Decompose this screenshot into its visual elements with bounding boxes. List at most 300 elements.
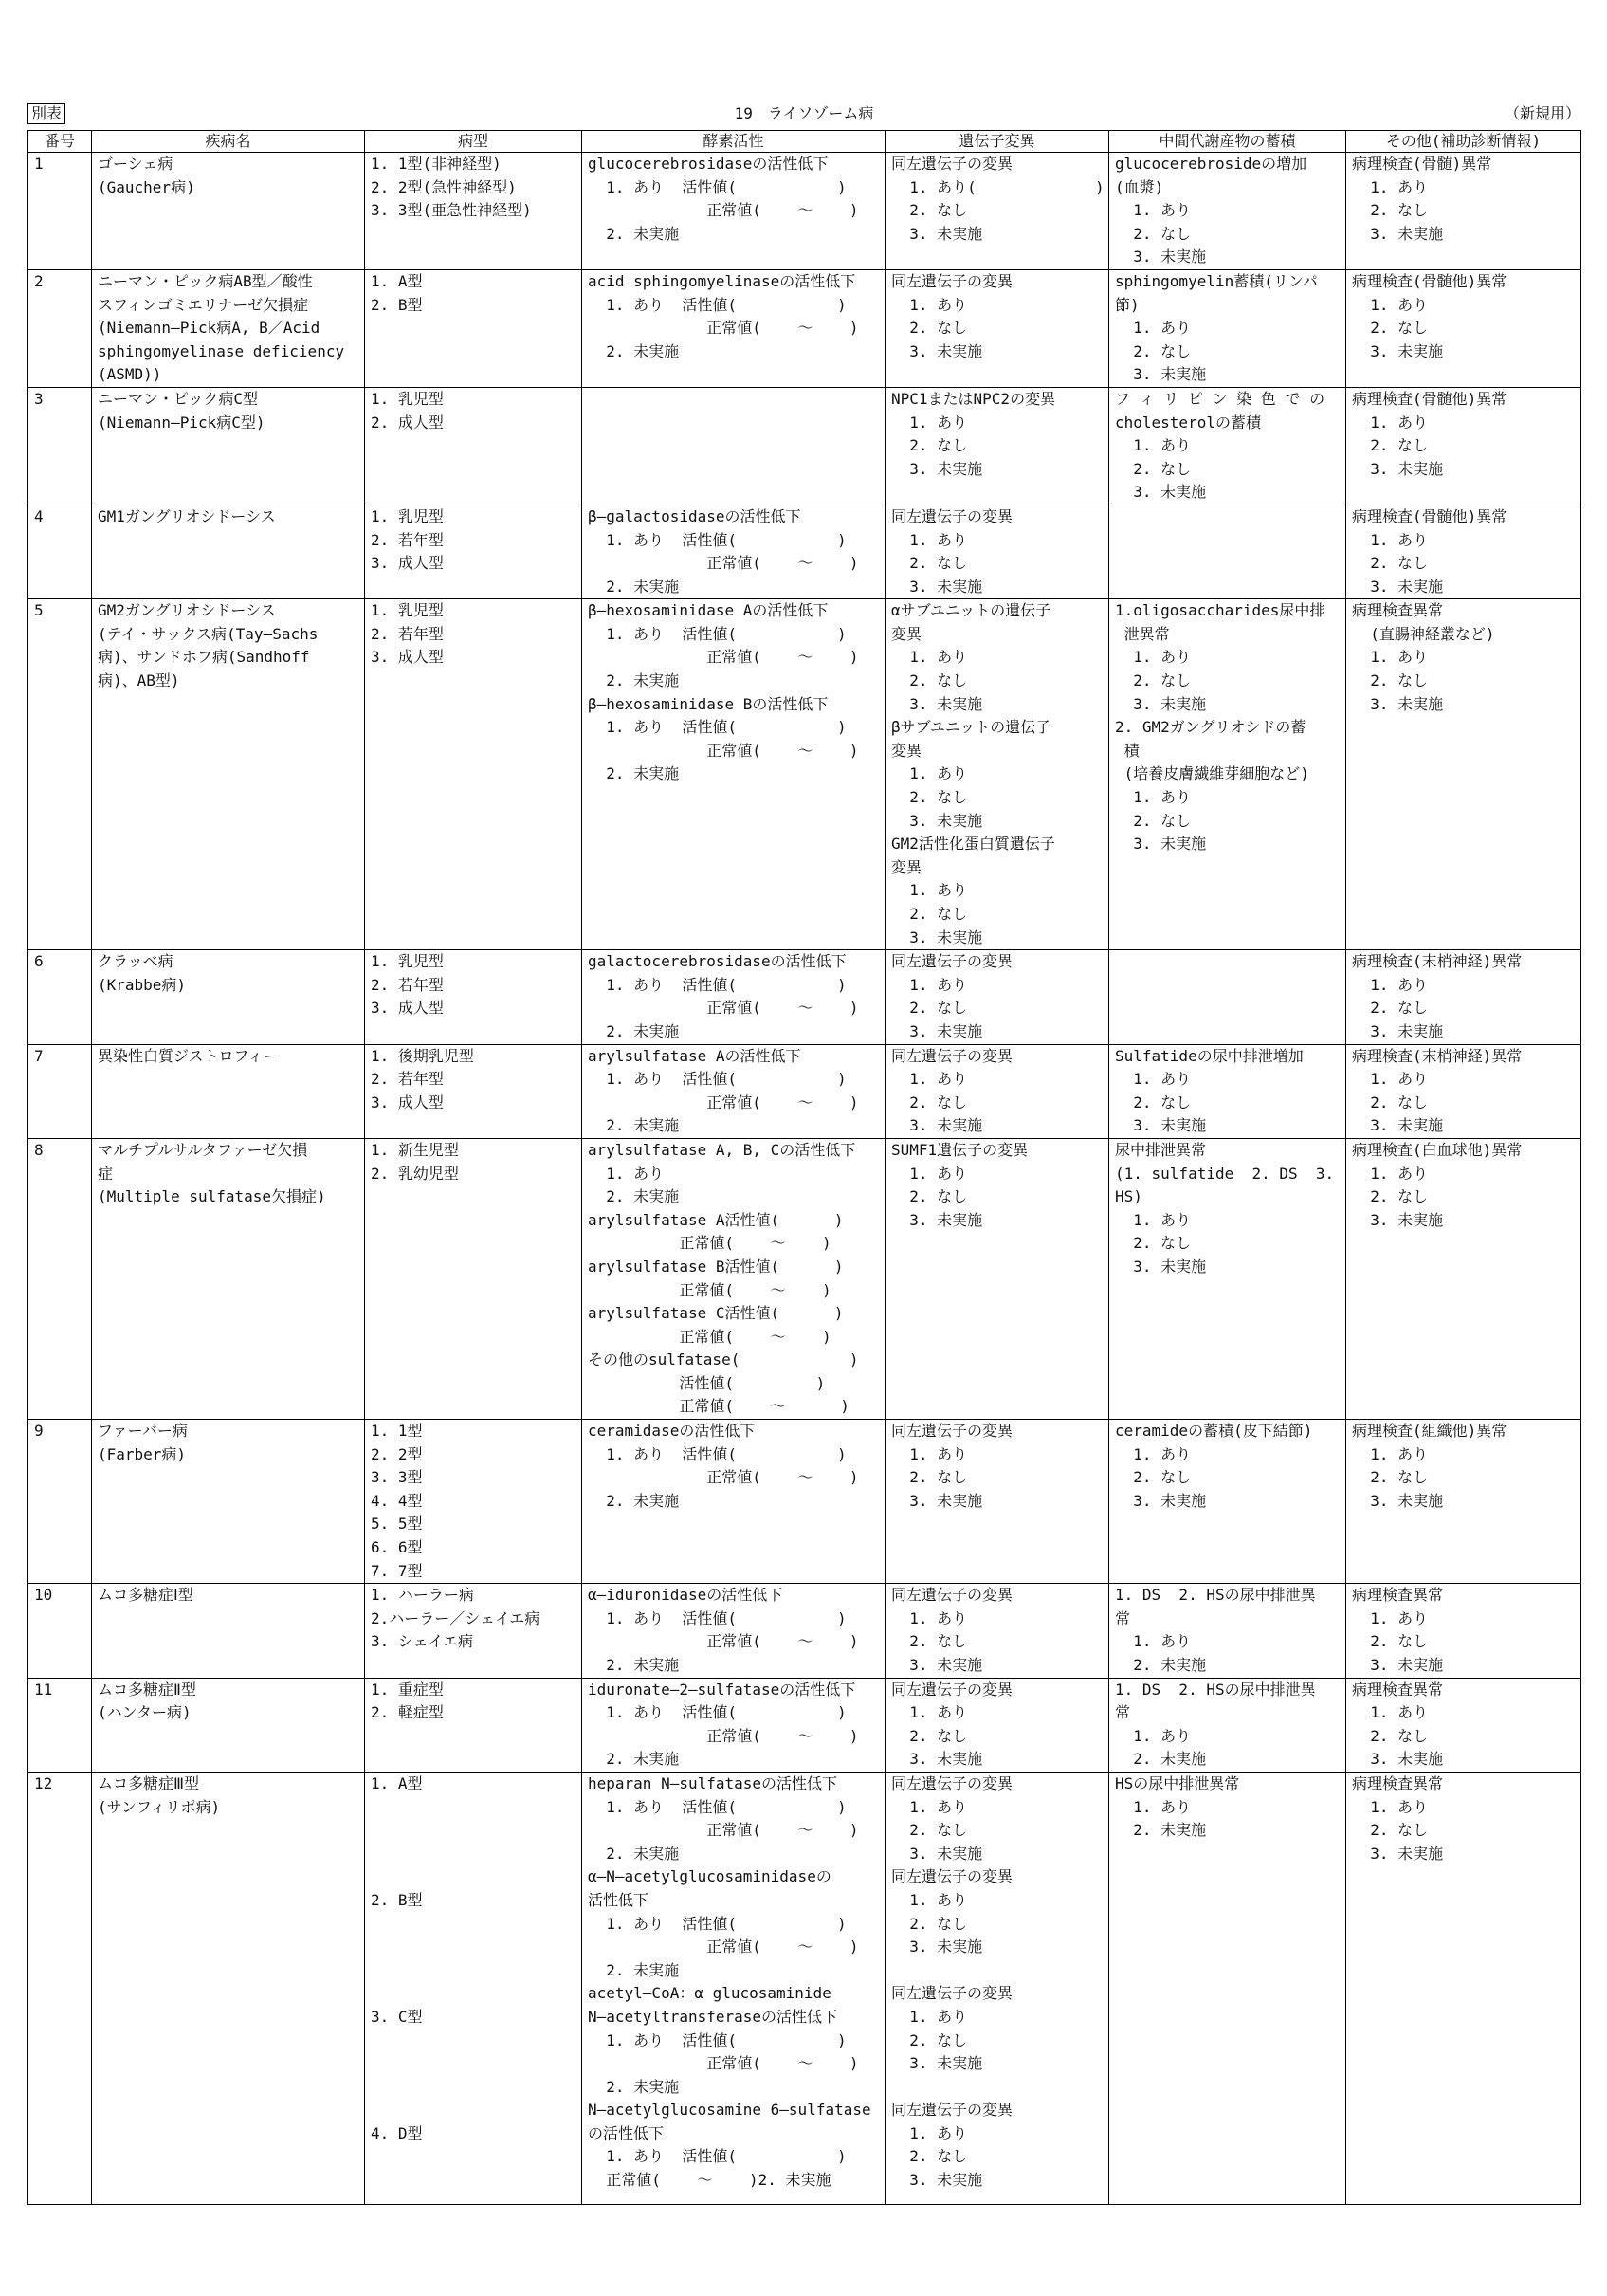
- cell-enzyme-activity: [582, 950, 886, 1044]
- cell-enzyme-activity: [582, 387, 886, 505]
- cell-line: SUMF1遺伝子の変異: [891, 1140, 1029, 1159]
- cell-line: 3. 未実施: [1352, 577, 1444, 596]
- cell-other-info: [1346, 950, 1581, 1044]
- cell-line: 正常値( ～ ): [588, 2054, 859, 2073]
- cell-line: 2. 未実施: [588, 1021, 680, 1040]
- cell-line: α―iduronidaseの活性低下: [588, 1586, 783, 1605]
- cell-line: 正常値( ～ )2. 未実施: [588, 2171, 831, 2190]
- cell-line: 3. 未実施: [1115, 1491, 1207, 1510]
- cell-line: 3. 未実施: [1352, 224, 1444, 243]
- cell-line: 1. あり 活性値( ): [588, 177, 847, 196]
- cell-subtype: [365, 1772, 582, 2204]
- cell-line: 2. なし: [891, 788, 968, 807]
- cell-line: 正常値( ～ ): [588, 648, 859, 667]
- cell-line: 2. なし: [891, 1632, 968, 1651]
- cell-line: 2. なし: [891, 1093, 968, 1111]
- cell-line: 3. シェイエ病: [371, 1632, 473, 1651]
- cell-line: 1. あり 活性値( ): [588, 1703, 847, 1722]
- cell-line: 1. あり: [891, 975, 968, 994]
- cell-line: 3. 未実施: [1352, 1021, 1444, 1040]
- table-row: [28, 269, 1581, 387]
- cell-line: 1. あり: [891, 1703, 968, 1722]
- cell-number: 7: [28, 1044, 92, 1138]
- cell-line: 1. あり: [891, 530, 968, 549]
- cell-line: 2. 未実施: [588, 1960, 680, 1979]
- cell-line: [371, 1982, 577, 2006]
- cell-line: マルチプルサルタファーゼ欠損: [98, 1140, 308, 1159]
- cell-line: 病理検査(末梢神経)異常: [1352, 1046, 1523, 1065]
- table-row: [28, 387, 1581, 505]
- cell-line: 3. 未実施: [1352, 1210, 1444, 1229]
- cell-line: 2. なし: [1352, 1726, 1429, 1745]
- cell-metabolite-accumulation: [1109, 950, 1346, 1044]
- cell-line: 3. 未実施: [1115, 248, 1207, 266]
- cell-line: iduronate―2―sulfataseの活性低下: [588, 1680, 856, 1699]
- cell-line: 1. あり: [1115, 436, 1192, 455]
- cell-line: 変異: [891, 857, 922, 876]
- table-row: [28, 599, 1581, 950]
- cell-line: 2. 未実施: [588, 1187, 680, 1206]
- cell-line: 3. C型: [371, 2007, 423, 2026]
- cell-line: 3. 未実施: [1352, 1844, 1444, 1863]
- cell-line: 2. なし: [1115, 811, 1192, 830]
- cell-line: 1. あり: [1115, 1726, 1192, 1745]
- new-application-note: （新規用）: [1504, 104, 1580, 122]
- cell-line: [371, 1843, 577, 1866]
- cell-line: 2. なし: [891, 1726, 968, 1745]
- cell-disease-name: [92, 1584, 365, 1678]
- cell-line: 1. あり 活性値( ): [588, 718, 847, 737]
- cell-line: 泄異常: [1115, 624, 1170, 643]
- cell-line: 活性低下: [588, 1890, 649, 1909]
- cell-line: (Niemann―Pick病A, B／Acid: [98, 319, 320, 338]
- cell-line: 尿中排泄異常: [1115, 1140, 1207, 1159]
- cell-line: 1. A型: [371, 1773, 423, 1792]
- cell-line: 1. あり: [1352, 530, 1429, 549]
- cell-line: 1. あり: [891, 1797, 968, 1816]
- cell-line: 2. 未実施: [588, 1491, 680, 1510]
- cell-line: 病)、AB型): [98, 671, 180, 690]
- cell-line: [371, 2052, 577, 2076]
- col-header-enzyme-activity: 酵素活性: [582, 131, 886, 153]
- cell-line: 1. 乳児型: [371, 952, 444, 971]
- cell-line: 3. 未実施: [891, 1844, 983, 1863]
- cell-metabolite-accumulation: [1109, 387, 1346, 505]
- cell-line: arylsulfatase A活性値( ): [588, 1210, 844, 1229]
- cell-line: 3. 未実施: [1115, 1257, 1207, 1276]
- cell-line: 1. あり: [1352, 295, 1429, 314]
- cell-line: HSの尿中排泄異常: [1115, 1773, 1240, 1792]
- cell-line: 2. なし: [1352, 1093, 1429, 1111]
- cell-line: 3. 未実施: [1115, 835, 1207, 854]
- cell-number: 1: [28, 153, 92, 270]
- cell-line: 2. なし: [1352, 319, 1429, 338]
- cell-line: 1. あり: [891, 2007, 968, 2026]
- cell-line: 3. 未実施: [1352, 1656, 1444, 1674]
- cell-line: (ハンター病): [98, 1703, 192, 1722]
- table-row: [28, 1138, 1581, 1419]
- cell-line: 2. 若年型: [371, 975, 444, 994]
- table-row: [28, 1678, 1581, 1772]
- cell-line: 1. あり 活性値( ): [588, 1608, 847, 1627]
- cell-line: 同左遺伝子の変異: [891, 1422, 1014, 1441]
- cell-line: 3. 未実施: [1352, 1750, 1444, 1769]
- cell-line: 2. なし: [891, 1187, 968, 1206]
- cell-subtype: [365, 1138, 582, 1419]
- cell-line: 4. D型: [371, 2123, 423, 2142]
- cell-line: 2. 若年型: [371, 1070, 444, 1089]
- cell-line: ムコ多糖症Ⅲ型: [98, 1773, 200, 1792]
- cell-line: 2. なし: [1352, 436, 1429, 455]
- cell-line: 正常値( ～ ): [588, 1327, 831, 1346]
- cell-line: 1. DS 2. HSの尿中排泄異: [1115, 1680, 1316, 1699]
- cell-line: 病理検査(骨髄他)異常: [1352, 389, 1507, 408]
- cell-line: 1. ハーラー病: [371, 1586, 474, 1605]
- cell-line: 同左遺伝子の変異: [891, 155, 1014, 173]
- form-title: 19 ライソゾーム病: [734, 104, 874, 122]
- cell-line: GM2活性化蛋白質遺伝子: [891, 835, 1055, 854]
- cell-line: 3. 未実施: [891, 1116, 983, 1135]
- cell-metabolite-accumulation: [1109, 1772, 1346, 2204]
- cell-disease-name: [92, 269, 365, 387]
- cell-line: 1. あり 活性値( ): [588, 2147, 847, 2166]
- cell-line: 3. 未実施: [1352, 1116, 1444, 1135]
- cell-line: 1. あり 活性値( ): [588, 624, 847, 643]
- cell-line: arylsulfatase A, B, Cの活性低下: [588, 1140, 856, 1159]
- cell-enzyme-activity: [582, 505, 886, 598]
- cell-line: 3. 3型: [371, 1468, 423, 1487]
- cell-line: 2. なし: [891, 201, 968, 220]
- cell-line: [371, 1913, 577, 1937]
- cell-line: (Krabbe病): [98, 975, 187, 994]
- cell-line: 1. あり: [1352, 1703, 1429, 1722]
- cell-line: 3. 未実施: [891, 1656, 983, 1674]
- cell-line: 正常値( ～ ): [588, 1093, 859, 1111]
- cell-subtype: [365, 1420, 582, 1584]
- cell-line: 1. あり: [1115, 1444, 1192, 1463]
- cell-line: 1. あり 活性値( ): [588, 530, 847, 549]
- cell-line: [371, 1936, 577, 1959]
- cell-number: 3: [28, 387, 92, 505]
- appendix-tag: 別表: [27, 103, 65, 124]
- cell-line: 3. 未実施: [1352, 694, 1444, 713]
- cell-line: 1. あり 活性値( ): [588, 1797, 847, 1816]
- cell-line: 病理検査異常: [1352, 1586, 1444, 1605]
- cell-line: 1. あり: [891, 1164, 968, 1183]
- cell-line: 正常値( ～ ): [588, 1938, 859, 1956]
- cell-line: 同左遺伝子の変異: [891, 271, 1014, 290]
- cell-line: 2. なし: [1115, 224, 1192, 243]
- cell-number: 11: [28, 1678, 92, 1772]
- cell-line: 病理検査(骨髄他)異常: [1352, 271, 1507, 290]
- cell-line: 1. あり: [1352, 1444, 1429, 1463]
- cell-disease-name: [92, 1420, 365, 1584]
- cell-line: 2. 未実施: [1115, 1656, 1207, 1674]
- cell-line: 1. 1型: [371, 1422, 423, 1441]
- cell-line: フ ィ リ ピ ン 染 色 で の: [1115, 389, 1325, 408]
- cell-line: 3. 未実施: [891, 694, 983, 713]
- cell-line: 正常値( ～ ): [588, 1280, 831, 1299]
- cell-disease-name: [92, 505, 365, 598]
- cell-line: スフィンゴミエリナーゼ欠損症: [98, 295, 309, 314]
- cell-line: sphingomyelin蓄積(リンパ: [1115, 271, 1318, 290]
- cell-disease-name: [92, 1772, 365, 2204]
- cell-line: 2. 未実施: [588, 224, 680, 243]
- cell-line: galactocerebrosidaseの活性低下: [588, 952, 847, 971]
- cell-line: 3. 未実施: [1352, 341, 1444, 360]
- table-row: [28, 1044, 1581, 1138]
- cell-metabolite-accumulation: [1109, 1584, 1346, 1678]
- cell-enzyme-activity: [582, 269, 886, 387]
- cell-line: 正常値( ～ ): [588, 741, 859, 760]
- cell-line: 変異: [891, 624, 922, 643]
- cell-gene-mutation: [886, 1772, 1109, 2204]
- cell-line: 1. 新生児型: [371, 1140, 459, 1159]
- cell-enzyme-activity: [582, 1044, 886, 1138]
- cell-disease-name: [92, 387, 365, 505]
- cell-line: 2. 未実施: [588, 1116, 680, 1135]
- cell-line: 2. B型: [371, 295, 423, 314]
- table-row: [28, 1584, 1581, 1678]
- cell-line: 1. あり: [891, 295, 968, 314]
- cell-line: 1. あり: [891, 413, 968, 432]
- cell-line: 1. あり: [1352, 1164, 1429, 1183]
- cell-gene-mutation: [886, 153, 1109, 270]
- cell-subtype: [365, 387, 582, 505]
- cell-line: 1. あり: [891, 1890, 968, 1909]
- cell-line: 病理検査(組織他)異常: [1352, 1422, 1507, 1441]
- header-row: [28, 131, 1581, 153]
- cell-line: 正常値( ～ ): [588, 1234, 831, 1253]
- cell-line: 2. なし: [1115, 341, 1192, 360]
- cell-line: 1. あり 活性値( ): [588, 975, 847, 994]
- cell-line: 2. なし: [1115, 459, 1192, 478]
- cell-line: acetyl―CoA：α glucosaminide: [588, 1984, 831, 2003]
- cell-line: 2. 未実施: [588, 671, 680, 690]
- cell-line: [371, 1819, 577, 1843]
- cell-line: 常: [1115, 1608, 1131, 1627]
- cell-line: 1. 後期乳児型: [371, 1046, 474, 1065]
- cell-line: 3. 未実施: [891, 1491, 983, 1510]
- cell-enzyme-activity: [582, 599, 886, 950]
- cell-line: 2. なし: [1352, 1632, 1429, 1651]
- cell-line: [891, 1959, 1105, 1983]
- cell-subtype: [365, 950, 582, 1044]
- cell-enzyme-activity: [582, 1772, 886, 2204]
- lysosomal-disease-form: [27, 103, 1580, 2205]
- cell-line: 1. あり: [891, 2123, 968, 2142]
- cell-line: 3. 未実施: [1352, 459, 1444, 478]
- cell-line: (Gaucher病): [98, 177, 195, 196]
- cell-line: ムコ多糖症Ⅱ型: [98, 1680, 196, 1699]
- cell-line: 1. あり 活性値( ): [588, 1070, 847, 1089]
- cell-line: 1. あり: [1115, 201, 1192, 220]
- cell-line: 3. 未実施: [891, 811, 983, 830]
- cell-number: 6: [28, 950, 92, 1044]
- cell-line: 3. 未実施: [891, 577, 983, 596]
- table-row: [28, 1420, 1581, 1584]
- cell-line: (直腸神経叢など): [1352, 624, 1495, 643]
- cell-subtype: [365, 505, 582, 598]
- cell-line: 1. あり: [1115, 648, 1192, 667]
- cell-line: GM2ガングリオシドーシス: [98, 601, 276, 620]
- cell-gene-mutation: [886, 950, 1109, 1044]
- form-header: [27, 103, 1580, 126]
- cell-line: β―galactosidaseの活性低下: [588, 506, 801, 525]
- cell-line: [371, 1959, 577, 1983]
- cell-line: (培養皮膚繊維芽細胞など): [1115, 764, 1309, 783]
- cell-line: glucocerebrosidaseの活性低下: [588, 155, 829, 173]
- cell-line: [891, 2076, 1105, 2100]
- cell-line: cholesterolの蓄積: [1115, 413, 1261, 432]
- cell-number: 8: [28, 1138, 92, 1419]
- cell-gene-mutation: [886, 1138, 1109, 1419]
- cell-gene-mutation: [886, 1420, 1109, 1584]
- cell-line: [371, 1796, 577, 1820]
- col-header-metabolite-accumulation: 中間代謝産物の蓄積: [1109, 131, 1346, 153]
- cell-line: 同左遺伝子の変異: [891, 952, 1014, 971]
- cell-line: 正常値( ～ ): [588, 319, 859, 338]
- cell-line: 2. なし: [1352, 554, 1429, 573]
- cell-line: 2. なし: [1352, 1187, 1429, 1206]
- cell-line: 2. なし: [1352, 999, 1429, 1018]
- cell-line: 3. 未実施: [1115, 1116, 1207, 1135]
- cell-line: GM1ガングリオシドーシス: [98, 506, 276, 525]
- cell-line: 同左遺伝子の変異: [891, 506, 1014, 525]
- cell-enzyme-activity: [582, 1420, 886, 1584]
- cell-line: 2. 未実施: [588, 2077, 680, 2096]
- cell-other-info: [1346, 153, 1581, 270]
- cell-line: Sulfatideの尿中排泄増加: [1115, 1046, 1304, 1065]
- cell-line: 1. あり 活性値( ): [588, 2030, 847, 2049]
- cell-line: 同左遺伝子の変異: [891, 1773, 1014, 1792]
- cell-line: 1. あり: [891, 1444, 968, 1463]
- cell-line: 2. 未実施: [588, 1844, 680, 1863]
- cell-disease-name: [92, 950, 365, 1044]
- cell-line: 3. 未実施: [891, 1750, 983, 1769]
- cell-metabolite-accumulation: [1109, 1138, 1346, 1419]
- cell-line: [371, 2030, 577, 2053]
- cell-line: [371, 2076, 577, 2100]
- cell-line: 2. 若年型: [371, 530, 444, 549]
- cell-disease-name: [92, 599, 365, 950]
- cell-gene-mutation: [886, 1584, 1109, 1678]
- cell-line: 3. 未実施: [891, 459, 983, 478]
- cell-line: αサブユニットの遺伝子: [891, 601, 1051, 620]
- cell-line: 2. なし: [891, 905, 968, 923]
- cell-line: 同左遺伝子の変異: [891, 1680, 1014, 1699]
- cell-line: 3. 未実施: [891, 1210, 983, 1229]
- cell-other-info: [1346, 1420, 1581, 1584]
- cell-subtype: [365, 269, 582, 387]
- cell-line: 正常値( ～ ): [588, 1632, 859, 1651]
- cell-enzyme-activity: [582, 1138, 886, 1419]
- cell-metabolite-accumulation: [1109, 1044, 1346, 1138]
- cell-line: 1. あり: [891, 881, 968, 900]
- cell-line: 2. なし: [891, 554, 968, 573]
- cell-line: 2. なし: [891, 1468, 968, 1487]
- cell-line: 2. なし: [891, 319, 968, 338]
- cell-line: (1. sulfatide 2. DS 3.: [1115, 1164, 1335, 1183]
- cell-subtype: [365, 1044, 582, 1138]
- cell-other-info: [1346, 505, 1581, 598]
- cell-line: 正常値( ～ ): [588, 999, 859, 1018]
- cell-line: 2. なし: [1352, 1821, 1429, 1840]
- cell-line: 病理検査異常: [1352, 1773, 1444, 1792]
- cell-line: 変異: [891, 741, 922, 760]
- cell-subtype: [365, 1584, 582, 1678]
- cell-line: 2. なし: [1115, 1234, 1192, 1253]
- cell-line: 3. 未実施: [1115, 694, 1207, 713]
- cell-line: heparan N―sulfataseの活性低下: [588, 1773, 838, 1792]
- cell-line: 同左遺伝子の変異: [891, 2101, 1014, 2120]
- cell-line: 1. あり 活性値( ): [588, 1914, 847, 1933]
- cell-line: 正常値( ～ ): [588, 201, 859, 220]
- cell-line: 1.oligosaccharides尿中排: [1115, 601, 1325, 620]
- cell-disease-name: [92, 1678, 365, 1772]
- cell-enzyme-activity: [582, 153, 886, 270]
- cell-line: 2. なし: [891, 2147, 968, 2166]
- cell-line: 3. 成人型: [371, 554, 444, 573]
- cell-line: α―N―acetylglucosaminidaseの: [588, 1867, 831, 1886]
- cell-metabolite-accumulation: [1109, 1420, 1346, 1584]
- cell-line: [371, 2099, 577, 2122]
- cell-line: 同左遺伝子の変異: [891, 1984, 1014, 2003]
- cell-line: 正常値( ～ ): [588, 1821, 859, 1840]
- cell-gene-mutation: [886, 505, 1109, 598]
- cell-line: 病理検査異常: [1352, 601, 1444, 620]
- cell-line: (血漿): [1115, 177, 1164, 196]
- col-header-subtype: 病型: [365, 131, 582, 153]
- cell-line: 1. あり: [891, 1070, 968, 1089]
- cell-line: (サンフィリポ病): [98, 1797, 221, 1816]
- cell-line: 2. なし: [891, 1914, 968, 1933]
- cell-line: 3. 3型(亜急性神経型): [371, 201, 532, 220]
- cell-line: 1. 1型(非神経型): [371, 155, 502, 173]
- cell-line: 4. 4型: [371, 1491, 423, 1510]
- cell-line: 3. 未実施: [891, 1938, 983, 1956]
- cell-line: 2. なし: [891, 671, 968, 690]
- cell-line: 3. 成人型: [371, 1093, 444, 1111]
- table-body: [28, 153, 1581, 2205]
- cell-other-info: [1346, 1772, 1581, 2204]
- cell-line: 病理検査異常: [1352, 1680, 1444, 1699]
- cell-line: 2. 未実施: [1115, 1750, 1207, 1769]
- cell-line: 3. 成人型: [371, 999, 444, 1018]
- col-header-number: 番号: [28, 131, 92, 153]
- cell-line: N―acetyltransferaseの活性低下: [588, 2007, 838, 2026]
- cell-line: 1. 重症型: [371, 1680, 444, 1699]
- cell-subtype: [365, 153, 582, 270]
- cell-line: acid sphingomyelinaseの活性低下: [588, 271, 856, 290]
- cell-number: 4: [28, 505, 92, 598]
- cell-other-info: [1346, 1584, 1581, 1678]
- cell-line: 1. あり: [891, 648, 968, 667]
- cell-line: 3. 未実施: [891, 1021, 983, 1040]
- cell-line: HS): [1115, 1187, 1142, 1206]
- cell-line: クラッベ病: [98, 952, 173, 971]
- cell-line: (ASMD)): [98, 365, 162, 384]
- cell-line: βサブユニットの遺伝子: [891, 718, 1051, 737]
- cell-line: 1. あり( ): [891, 177, 1105, 196]
- cell-line: 1. 乳児型: [371, 506, 444, 525]
- cell-line: 積: [1115, 741, 1140, 760]
- cell-number: 2: [28, 269, 92, 387]
- cell-other-info: [1346, 1678, 1581, 1772]
- cell-other-info: [1346, 1044, 1581, 1138]
- cell-line: 病理検査(骨髄他)異常: [1352, 506, 1507, 525]
- cell-line: 3. 未実施: [891, 224, 983, 243]
